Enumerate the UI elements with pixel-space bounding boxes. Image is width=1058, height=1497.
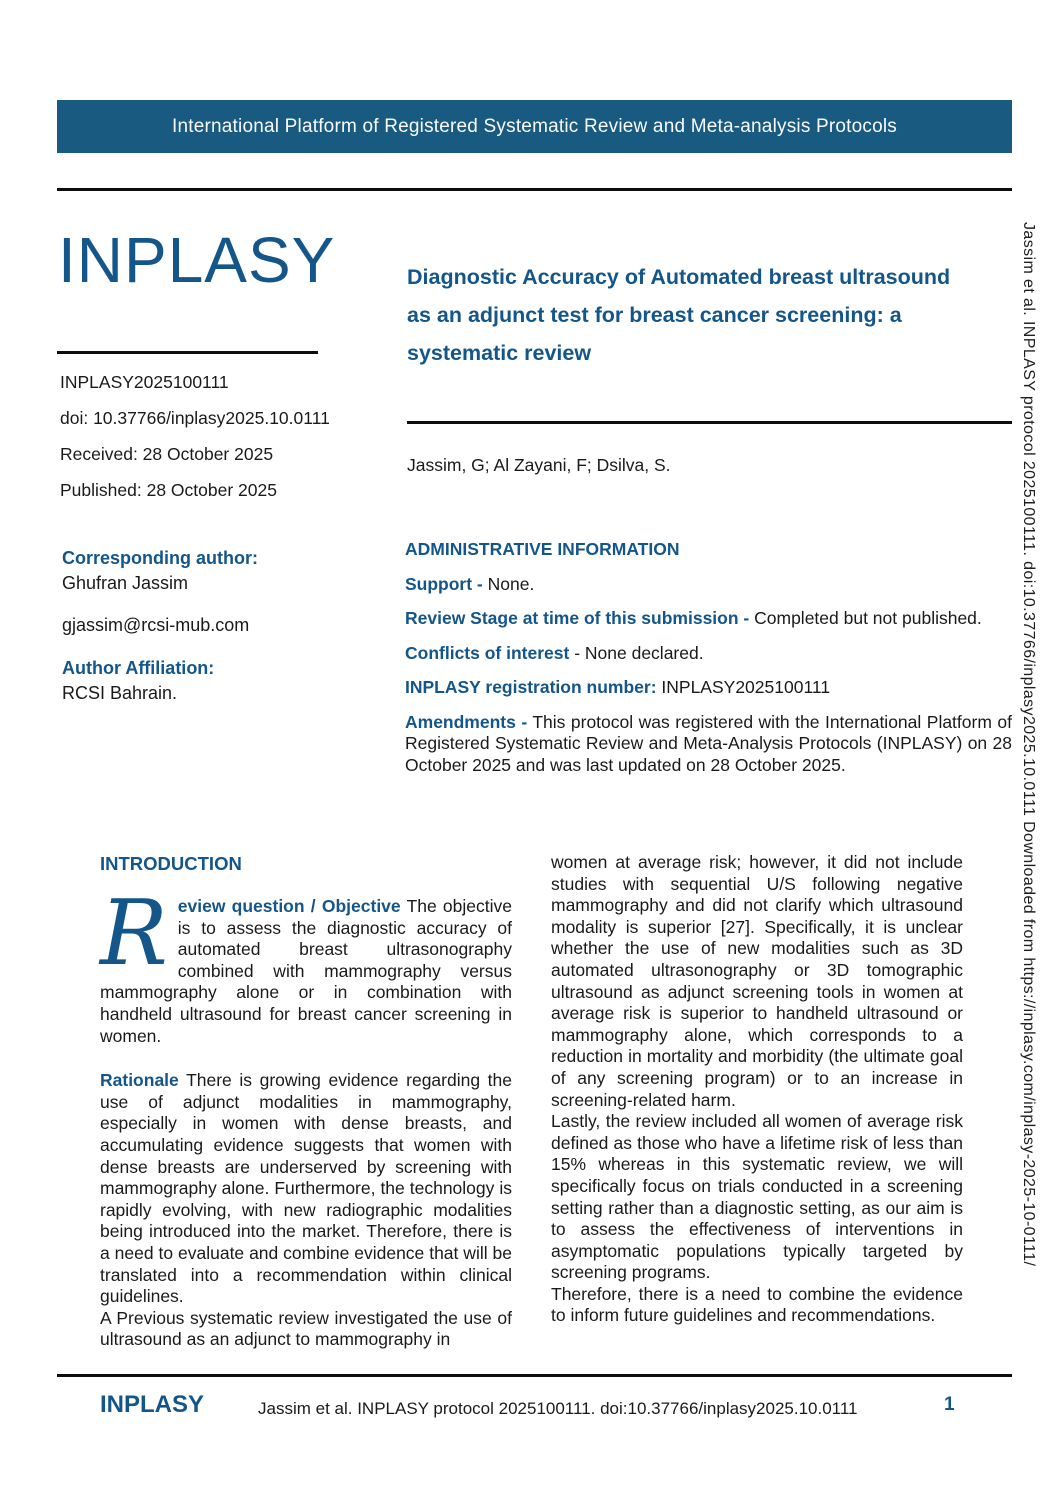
protocol-meta: [60, 372, 330, 501]
rationale-label: Rationale: [100, 1070, 179, 1091]
admin-heading: ADMINISTRATIVE INFORMATION: [405, 539, 680, 559]
admin-item-label: Support -: [405, 573, 483, 594]
title-divider: [407, 421, 1012, 424]
registration-id: INPLASY2025100111: [60, 372, 229, 392]
introduction-left-column: [100, 881, 513, 1351]
platform-banner-text: International Platform of Registered Systematic Review and Meta-analysis Protocols: [172, 115, 897, 137]
intro-right-para2: Lastly, the review included all women of average risk defined as those who have a lifetime risk of less than 15% whereas in this systematic review, we will specifically focus on trials conducted in a screening setting rather than a diagnostic setting, as our aim is to assess the effectiveness of interventions in asymptomatic populations typically targeted by screening programs.: [551, 1111, 963, 1283]
author-list: Jassim, G; Al Zayani, F; Dsilva, S.: [407, 455, 671, 475]
inplasy-logo: INPLASY: [58, 224, 336, 296]
admin-item-text: INPLASY2025100111: [661, 677, 831, 697]
admin-item-conflicts: [405, 643, 1012, 665]
administrative-information: [405, 539, 1012, 776]
logo-divider: [57, 351, 318, 354]
footer-divider: [57, 1374, 1012, 1377]
admin-item-label: INPLASY registration number:: [405, 677, 657, 697]
admin-item-registration: [405, 677, 1012, 699]
corresponding-author-heading: Corresponding author:: [62, 548, 258, 568]
author-affiliation-heading: Author Affiliation:: [62, 658, 215, 678]
doi-line: doi: 10.37766/inplasy2025.10.0111: [60, 408, 330, 428]
corresponding-author-block: [62, 548, 258, 704]
admin-item-text: Completed but not published.: [754, 608, 982, 628]
objective-label: eview question / Objective: [177, 896, 401, 916]
admin-item-label: Review Stage at time of this submission -: [405, 608, 750, 628]
footer-citation: Jassim et al. INPLASY protocol 2025100111. doi:10.37766/inplasy2025.10.0111: [258, 1399, 858, 1418]
admin-item-label: Conflicts of interest: [405, 642, 570, 663]
received-line: Received: 28 October 2025: [60, 444, 274, 464]
published-line: Published: 28 October 2025: [60, 480, 277, 500]
admin-item-amendments: [405, 712, 1012, 777]
introduction-right-column: [551, 852, 963, 1327]
author-affiliation: RCSI Bahrain.: [62, 683, 178, 703]
rationale-paragraph: [100, 1070, 512, 1308]
admin-item-text: None.: [487, 573, 535, 594]
dropcap-letter: R: [100, 881, 168, 986]
admin-item-label: Amendments -: [405, 711, 528, 732]
objective-text: The objective is to assess the diagnostic accuracy of automated breast ultrasonography combined with mammography versus mammography alone or in combination with handheld ultrasound for breast cancer screening in women.: [100, 896, 513, 1046]
objective-paragraph: [100, 881, 513, 1047]
article-title: Diagnostic Accuracy of Automated breast ultrasound as an adjunct test for breast cancer screening: a systematic review: [407, 265, 951, 365]
vertical-citation-text: Jassim et al. INPLASY protocol 2025100111. doi:10.37766/inplasy2025.10.0111 Downloaded from https://inplasy.com/inplasy-2025-10-0111/: [1020, 222, 1037, 1267]
header-divider: [57, 188, 1012, 191]
platform-banner: [57, 100, 1012, 153]
corresponding-author-name: Ghufran Jassim: [62, 573, 189, 593]
admin-item-text: None declared.: [584, 642, 704, 663]
footer-page-number: 1: [944, 1394, 955, 1415]
intro-right-para1: women at average risk; however, it did not include studies with sequential U/S following negative mammography and did not clarify which ultrasound modality is superior [27]. Specifically, it is unclear whether the use of new modalities such as 3D automated ultrasonography or 3D tomographic ultrasound as adjunct screening tools in women at average risk is superior to handheld ultrasound or mammography alone, which corresponds to a reduction in mortality and morbidity (the ultimate goal of any screening program) or to an increase in screening-related harm.: [551, 852, 963, 1110]
introduction-heading: INTRODUCTION: [100, 853, 242, 874]
admin-item-sep: -: [569, 642, 585, 663]
footer-inplasy-logo: INPLASY: [100, 1391, 205, 1418]
intro-right-para3: Therefore, there is a need to combine the evidence to inform future guidelines and recommendations.: [551, 1283, 963, 1326]
admin-item-text: This protocol was registered with the International Platform of Registered Systematic Review and Meta-Analysis Protocols (INPLASY) on 28 October 2025 and was last updated on 28 October 2025.: [405, 711, 1013, 775]
corresponding-author-email: gjassim@rcsi-mub.com: [62, 615, 250, 635]
admin-item-review-stage: [405, 608, 1012, 630]
rationale-continued: A Previous systematic review investigated the use of ultrasound as an adjunct to mammography in: [100, 1307, 512, 1350]
rationale-text: There is growing evidence regarding the use of adjunct modalities in mammography, especially in women with dense breasts, and accumulating evidence suggests that women with dense breasts are underserved by screening with mammography alone. Furthermore, the technology is rapidly evolving, with new radiographic modalities being introduced into the market. Therefore, there is a need to evaluate and combine evidence that will be translated into a recommendation within clinical guidelines.: [100, 1070, 512, 1307]
admin-item-support: [405, 574, 1012, 596]
